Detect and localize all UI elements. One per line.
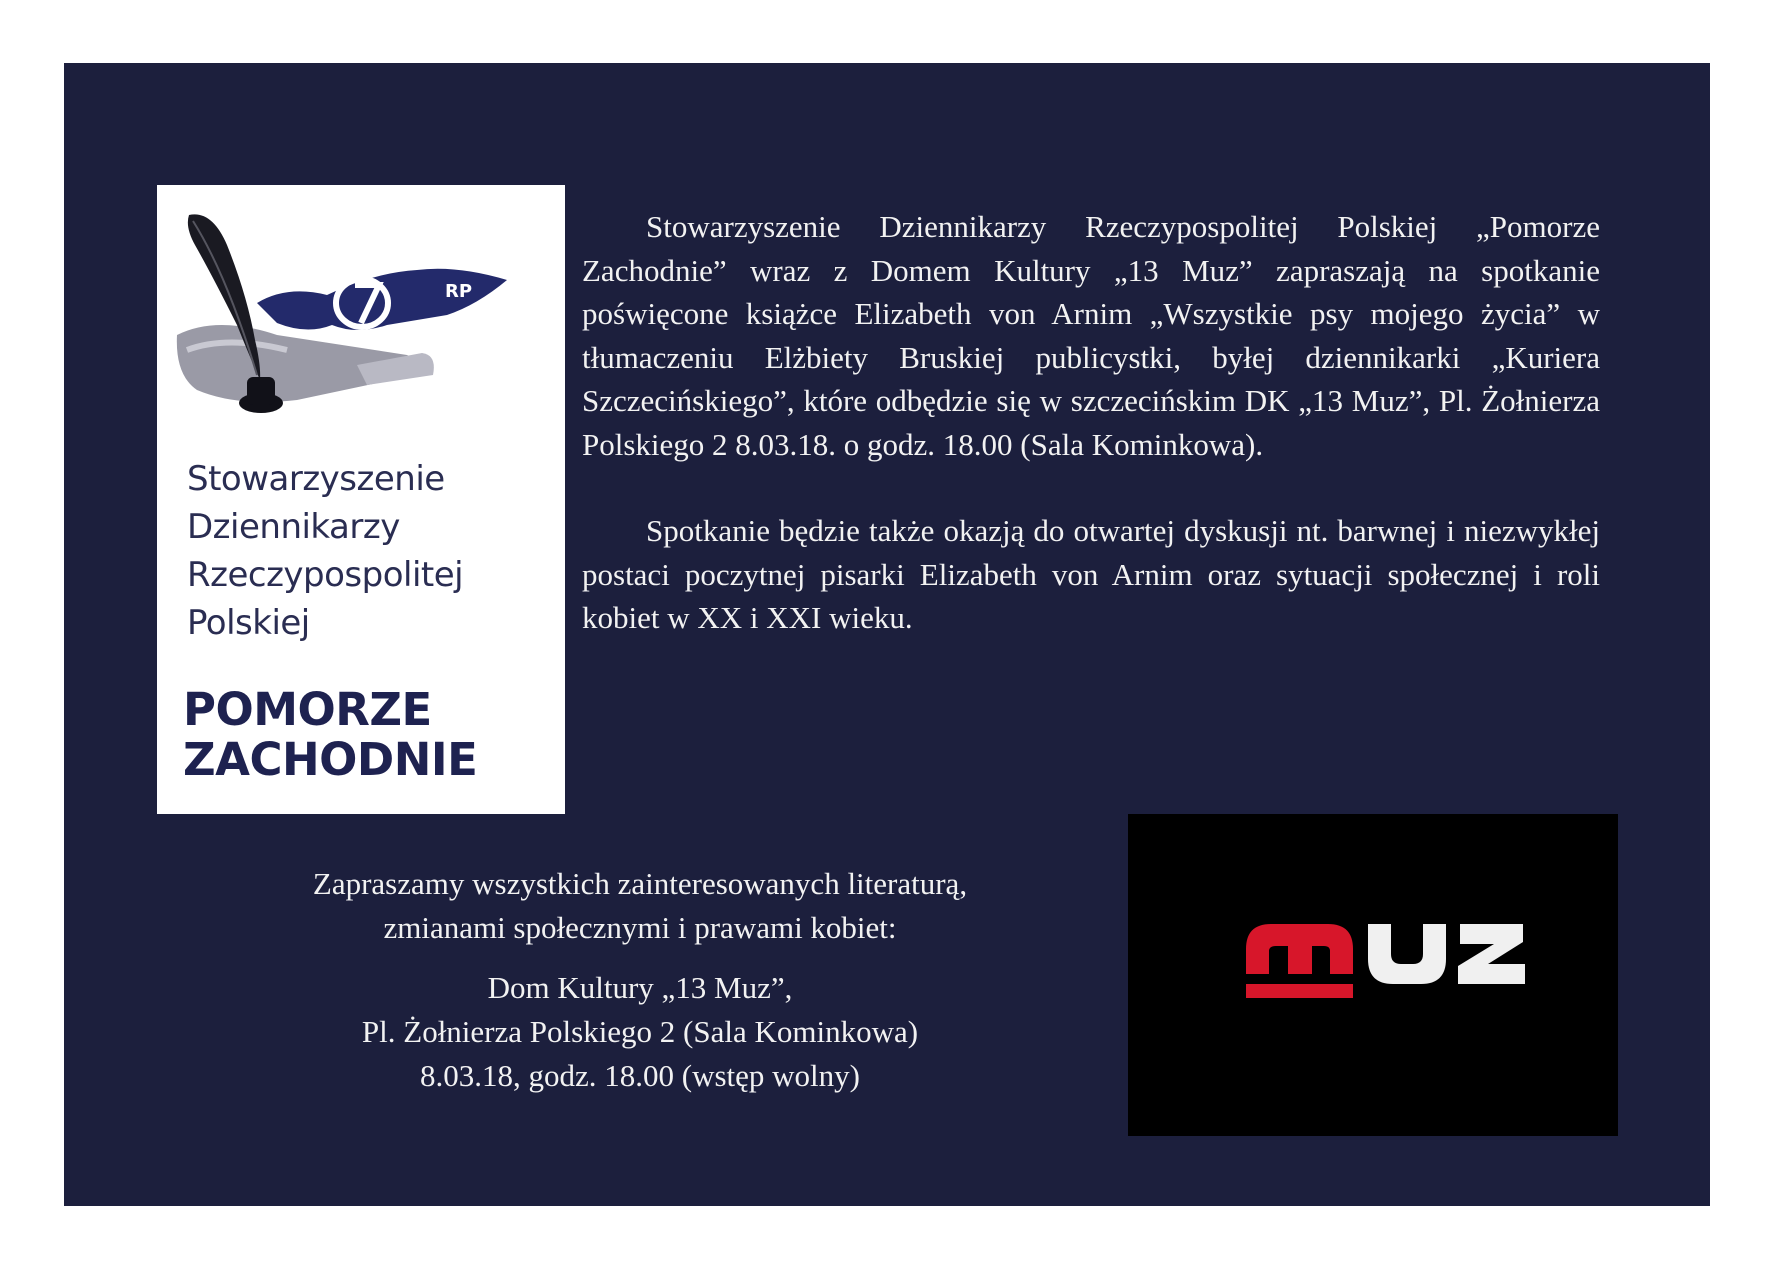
region-name	[183, 685, 563, 785]
muz-logo-graphic	[1128, 814, 1618, 1136]
venue-address: Pl. Żołnierza Polskiego 2 (Sala Kominkowa)	[361, 1014, 919, 1049]
region-name-line: ZACHODNIE	[183, 733, 478, 786]
description-paragraph-1: Stowarzyszenie Dziennikarzy Rzeczypospolitej Polskiej „Pomorze Zachodnie” wraz z Domem Kultury „13 Muz” zapraszają na spotkanie poświęcone książce Elizabeth von Arnim „Wszystkie psy mojego życia” w tłumaczeniu Elżbiety Bruskiej publicystki, byłej dziennikarki „Kuriera Szczecińskiego”, które odbędzie się w szczecińskim DK „13 Muz”, Pl. Żołnierza Polskiego 2 8.03.18. o godz. 18.00 (Sala Kominkowa).	[582, 209, 1600, 462]
venue-name: Dom Kultury „13 Muz”,	[487, 970, 793, 1005]
rp-badge-text: RP	[445, 281, 473, 302]
invitation-line: Zapraszamy wszystkich zainteresowanych literaturą,	[312, 866, 968, 901]
event-description	[582, 205, 1600, 640]
region-name-line: POMORZE	[183, 683, 432, 736]
invitation-block	[140, 862, 1140, 1098]
organization-name-line: Rzeczypospolitej	[187, 555, 464, 595]
muz-logo-text: muz	[1128, 814, 1130, 815]
description-paragraph-2: Spotkanie będzie także okazją do otwartej dyskusji nt. barwnej i niezwykłej postaci poczytnej pisarki Elizabeth von Arnim oraz sytuacji społecznej i roli kobiet w XX i XXI wieku.	[582, 513, 1600, 635]
muz-logo	[1128, 814, 1618, 1136]
organization-name-line: Dziennikarzy	[187, 507, 400, 547]
organization-name-line: Stowarzyszenie	[187, 459, 445, 499]
event-datetime: 8.03.18, godz. 18.00 (wstęp wolny)	[420, 1058, 860, 1093]
invitation-line: zmianami społecznymi i prawami kobiet:	[383, 910, 897, 945]
quill-inkwell-icon	[157, 185, 565, 445]
sdrp-logo	[157, 185, 565, 814]
organization-name	[187, 455, 557, 647]
organization-name-line: Polskiej	[187, 603, 310, 643]
